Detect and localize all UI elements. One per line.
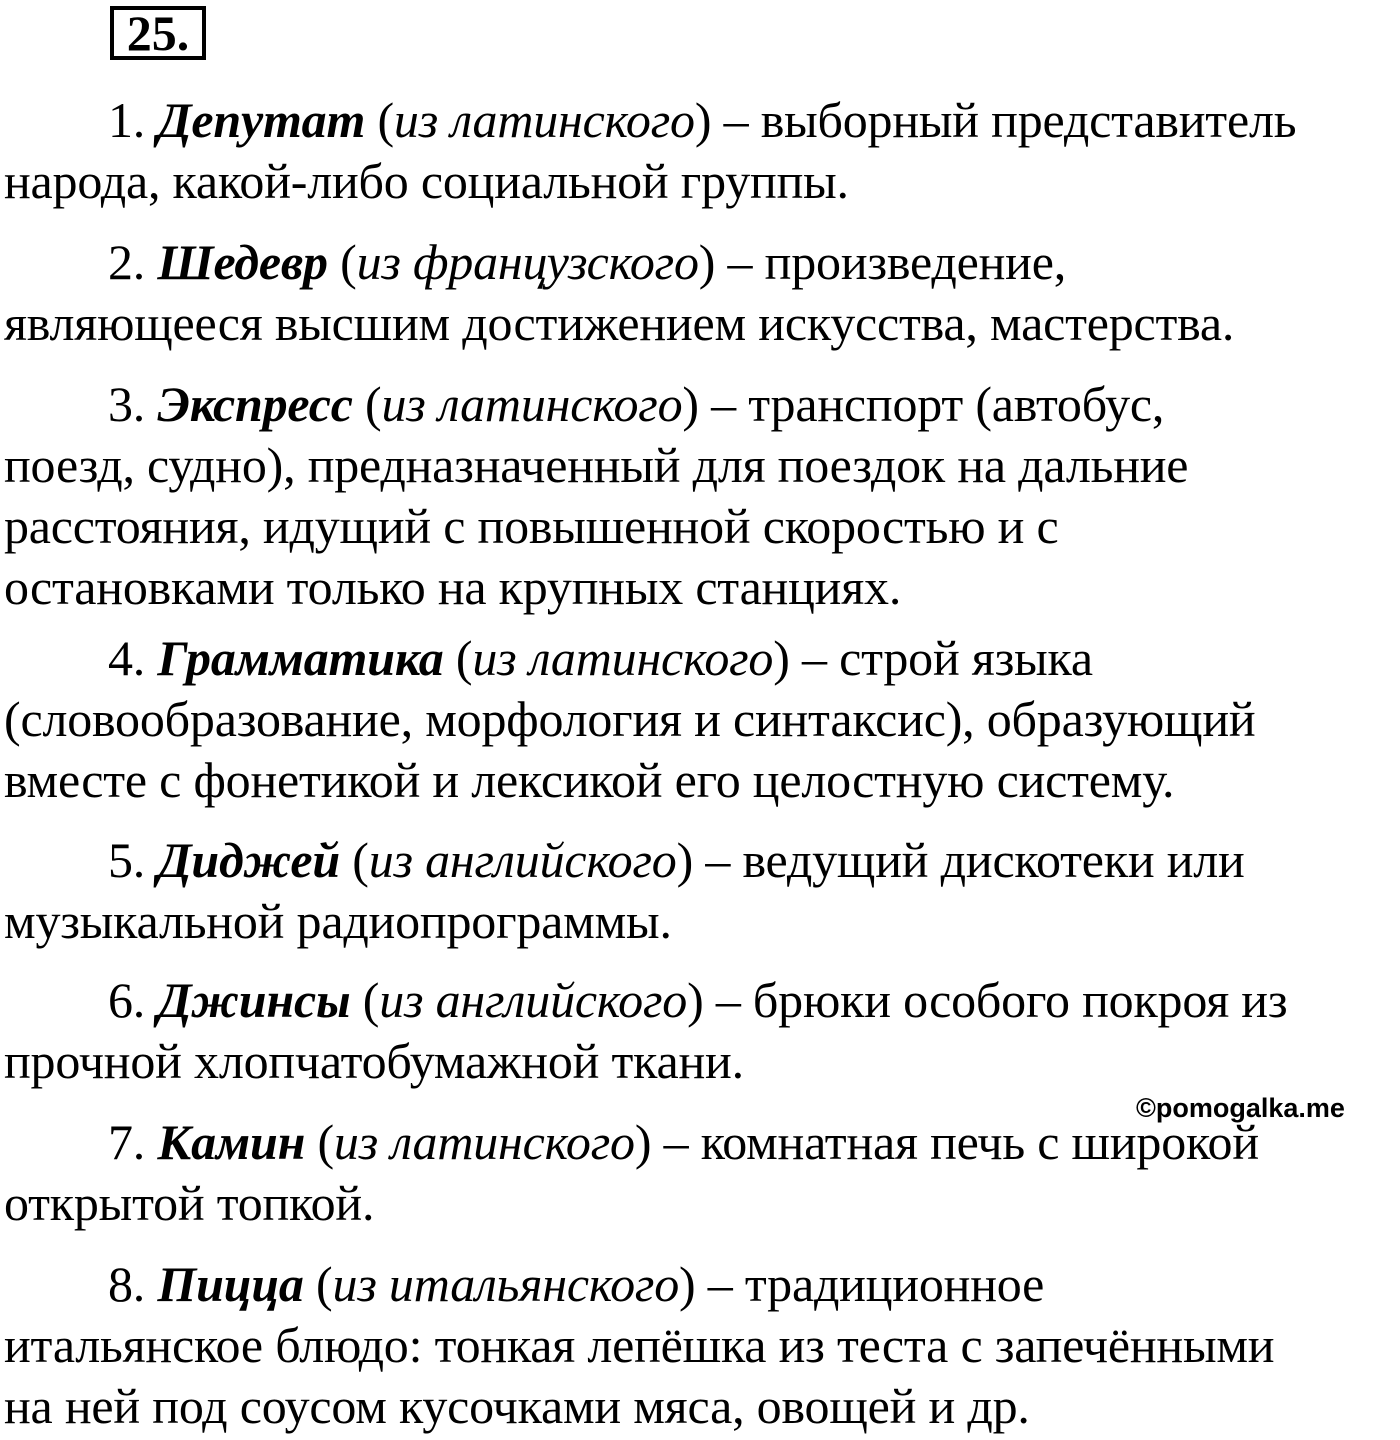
entry-origin: из французского [356,234,699,290]
entry-text: комнатная печь с широкой [700,1114,1259,1170]
entry-number: 1. [108,92,146,148]
entry-first-line: 7. Камин (из латинского) – комнатная печь с широкой [108,1114,1259,1170]
entry-text: являющееся высшим достижением искусства, мастерства. [4,295,1235,351]
entry-text: поезд, судно), предназначенный для поездок на дальние [4,437,1189,493]
entry-5 [4,830,1400,952]
entry-text: (словообразование, морфология и синтаксис), образующий [4,691,1256,747]
entry-origin: из английского [379,972,688,1028]
entry-first-line: 2. Шедевр (из французского) – произведение, [108,234,1067,290]
entry-term: Пицца [157,1256,304,1312]
entry-term: Диджей [157,832,340,888]
entry-first-line: 1. Депутат (из латинского) – выборный представитель [108,92,1297,148]
entry-origin: из латинского [333,1114,635,1170]
entry-term: Грамматика [157,630,444,686]
entry-text: ведущий дискотеки или [742,832,1245,888]
entry-1 [4,90,1400,212]
entry-first-line: 8. Пицца (из итальянского) – традиционное [108,1256,1045,1312]
entry-7 [4,1112,1400,1234]
entry-text: брюки особого покроя из [752,972,1288,1028]
entry-origin: из латинского [472,630,774,686]
entry-text: народа, какой-либо социальной группы. [4,153,849,209]
entry-number: 4. [108,630,146,686]
entry-origin: из латинского [393,92,695,148]
watermark: ©pomogalka.me [1136,1093,1345,1123]
entry-origin: из итальянского [332,1256,680,1312]
entry-2 [4,232,1400,354]
entry-term: Камин [157,1114,306,1170]
entry-text: произведение, [764,234,1067,290]
entry-8 [4,1254,1400,1437]
entry-number: 5. [108,832,146,888]
entry-text: остановками только на крупных станциях. [4,559,902,615]
entry-first-line: 5. Диджей (из английского) – ведущий дискотеки или [108,832,1245,888]
entry-text: строй языка [839,630,1093,686]
entry-term: Экспресс [157,376,353,432]
entry-number: 7. [108,1114,146,1170]
entry-text: вместе с фонетикой и лексикой его целостную систему. [4,752,1175,808]
entry-text: открытой топкой. [4,1175,375,1231]
entry-text: традиционное [744,1256,1045,1312]
entry-3 [4,374,1400,618]
task-number-box: 25. [110,6,206,60]
entry-text: музыкальной радиопрограммы. [4,893,672,949]
entry-text: выборный представитель [760,92,1297,148]
entry-text: на ней под соусом кусочками мяса, овощей и др. [4,1378,1030,1434]
entry-term: Шедевр [157,234,328,290]
entry-number: 8. [108,1256,146,1312]
entry-text: итальянское блюдо: тонкая лепёшка из теста с запечёнными [4,1317,1275,1373]
entry-origin: из английского [368,832,677,888]
entry-first-line: 4. Грамматика (из латинского) – строй языка [108,630,1093,686]
entry-term: Джинсы [157,972,351,1028]
entry-first-line: 6. Джинсы (из английского) – брюки особого покроя из [108,972,1288,1028]
entry-term: Депутат [157,92,366,148]
entry-text: прочной хлопчатобумажной ткани. [4,1033,744,1089]
entry-origin: из латинского [381,376,683,432]
entry-first-line: 3. Экспресс (из латинского) – транспорт (автобус, [108,376,1165,432]
entry-number: 3. [108,376,146,432]
entry-text: расстояния, идущий с повышенной скоростью и с [4,498,1059,554]
entry-text: транспорт (автобус, [748,376,1165,432]
entry-number: 2. [108,234,146,290]
entry-4 [4,628,1400,811]
entry-number: 6. [108,972,146,1028]
entry-6 [4,970,1400,1092]
